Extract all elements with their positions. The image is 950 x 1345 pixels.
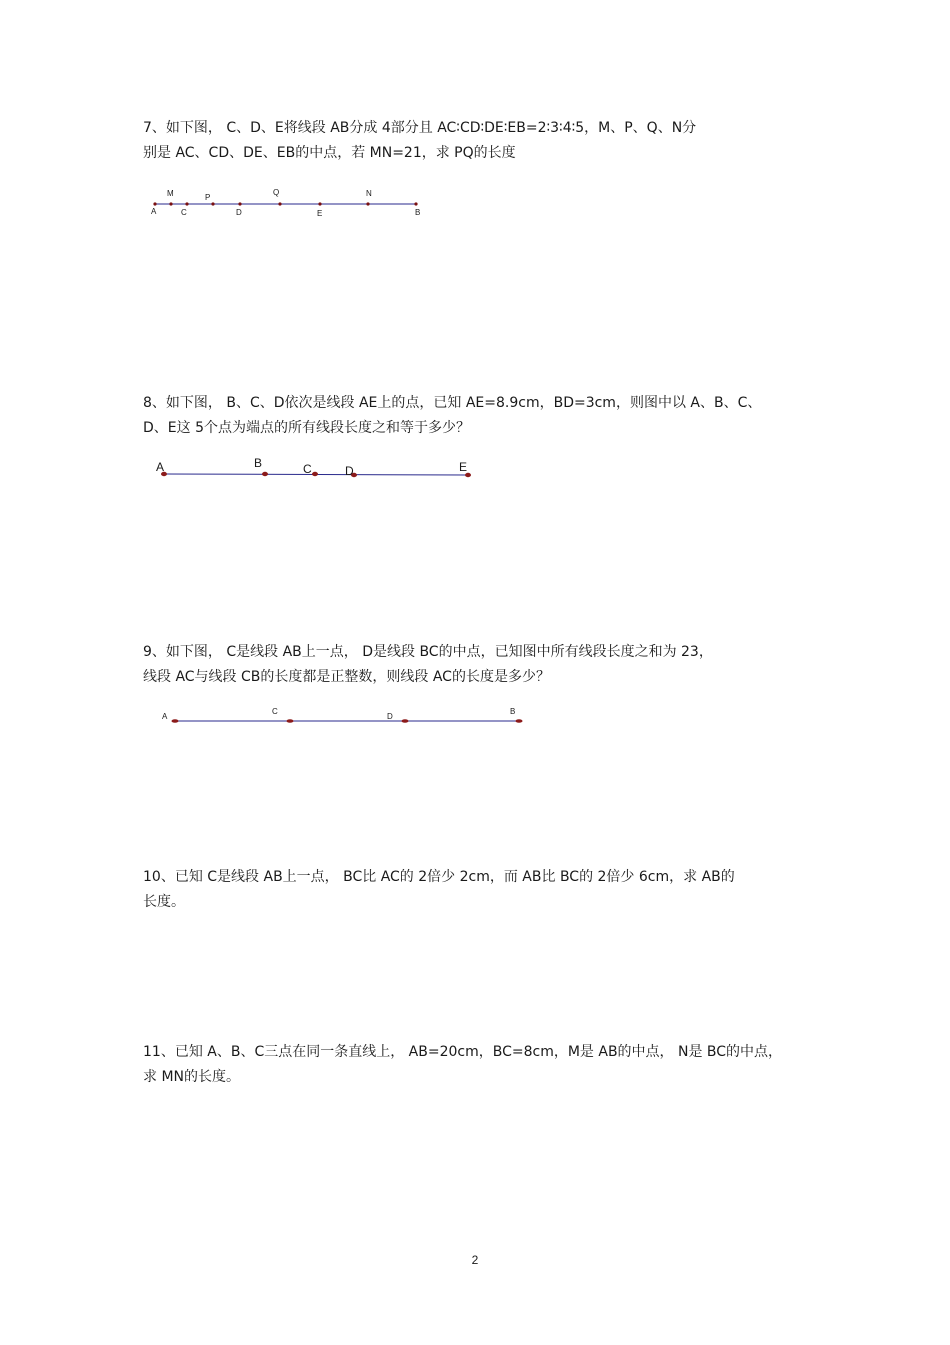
problem-10 [143,865,808,915]
problem-7-line-2: 别是 AC、CD、DE、EB的中点，若 MN=21，求 PQ的长度 [143,145,516,161]
label-A: A [151,207,157,216]
label-B: B [254,456,263,470]
label-Q: Q [273,188,280,197]
label-D: D [387,712,393,721]
label-C: C [272,707,278,716]
label-A: A [156,460,165,474]
problem-11-line-1: 11、已知 A、B、C三点在同一条直线上， AB=20cm，BC=8cm，M是 AB的中点， N是 BC的中点， [143,1044,783,1060]
label-E: E [317,209,323,218]
label-N: N [366,189,372,198]
label-P: P [205,193,211,202]
label-E: E [459,460,468,474]
problem-8-line-1: 8、如下图， B、C、D依次是线段 AE上的点，已知 AE=8.9cm，BD=3cm，则图中以 A、B、C、 [143,395,762,411]
problem-9-line-2: 线段 AC与线段 CB的长度都是正整数，则线段 AC的长度是多少？ [143,669,550,685]
point-D [402,719,409,723]
problem-11-line-2: 求 MN的长度。 [143,1069,241,1085]
problem-11 [143,1040,808,1090]
point-B [516,719,523,723]
label-A: A [162,712,168,721]
label-D: D [345,464,354,478]
point-C [287,719,294,723]
problem-10-line-1: 10、已知 C是线段 AB上一点， BC比 AC的 2倍少 2cm，而 AB比 BC的 2倍少 6cm，求 AB的 [143,869,735,885]
problem-8-line-2: D、E这 5个点为端点的所有线段长度之和等于多少？ [143,420,470,436]
label-D: D [236,208,242,217]
page-number: 2 [471,1253,479,1267]
problem-7-line-1: 7、如下图， C、D、E将线段 AB分成 4部分且 AC∶CD∶DE∶EB=2∶3∶4∶5，M、P、Q、N分 [143,120,697,136]
label-C: C [181,208,187,217]
label-M: M [167,189,174,198]
label-B: B [510,707,516,716]
problem-9-line-1: 9、如下图， C是线段 AB上一点， D是线段 BC的中点，已知图中所有线段长度之和为 23， [143,644,713,660]
problem-10-line-2: 长度。 [143,894,185,910]
point-A [172,719,179,723]
label-B: B [415,208,421,217]
label-C: C [303,462,312,476]
